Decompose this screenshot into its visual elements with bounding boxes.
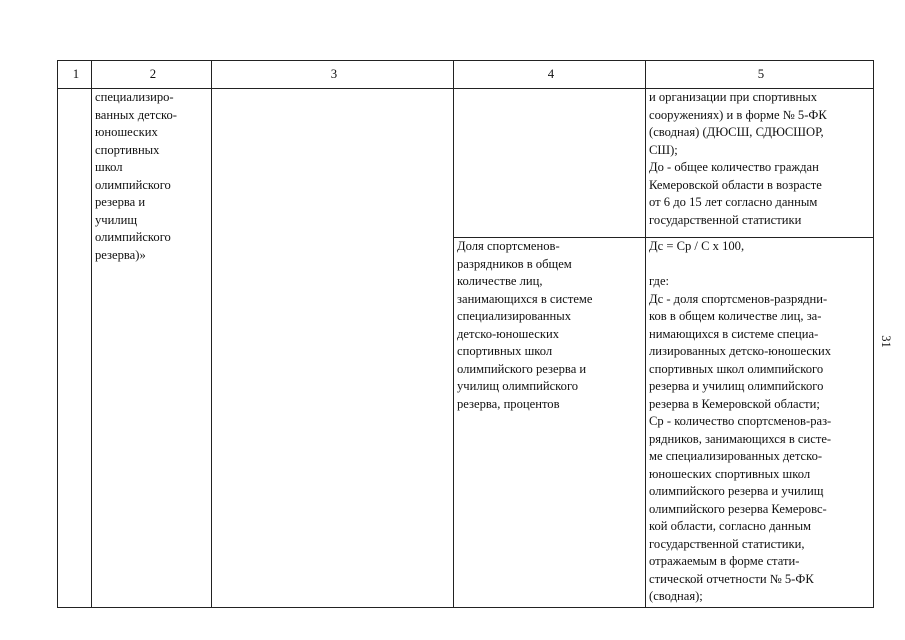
formula-text: Дс = Ср / С x 100, где: Дс - доля спортсменов-разрядни- ков в общем количестве лиц, за- нимающихся в системе специа- лизированных детско-юношеских спортивных школ олимпийского резерва и училищ олимпийского резерва в Кемеровской области; Ср - количество спортсменов-раз- рядников, занимающихся в систе- ме специализированных детско- юношеских спортивных школ олимпийского резерва и училищ олимпийского резерва Кемеровс- кой области, согласно данным государственной статистики, отражаемым в форме стати- стической отчетности № 5-ФК (сводная); — [649, 239, 832, 603]
page-number: 31 — [878, 335, 893, 348]
table-row — [58, 89, 874, 238]
cell-col1 — [58, 89, 92, 608]
column-header-3: 3 — [212, 61, 454, 89]
cell-row1-col4 — [454, 89, 646, 238]
institution-name-text: специализиро- ванных детско- юношеских спортивных школ олимпийского резерва и училищ олимпийского резерва)» — [95, 90, 177, 262]
cell-row1-col5 — [646, 89, 874, 238]
cell-col3 — [212, 89, 454, 608]
cell-row2-col5 — [646, 238, 874, 608]
column-header-4: 4 — [454, 61, 646, 89]
header-row — [58, 61, 874, 89]
column-header-2: 2 — [92, 61, 212, 89]
indicator-name-text: Доля спортсменов- разрядников в общем количестве лиц, занимающихся в системе специализированных детско-юношеских спортивных школ олимпийского резерва и училищ олимпийского резерва, процентов — [457, 239, 593, 411]
cell-col2 — [92, 89, 212, 608]
column-header-1: 1 — [58, 61, 92, 89]
cell-row2-col4 — [454, 238, 646, 608]
document-table — [57, 60, 874, 608]
row1-col5-text: и организации при спортивных сооружениях) и в форме № 5-ФК (сводная) (ДЮСШ, СДЮСШОР, СШ); До - общее количество граждан Кемеровской области в возрасте от 6 до 15 лет согласно данным государственной статистики — [649, 90, 827, 227]
column-header-5: 5 — [646, 61, 874, 89]
